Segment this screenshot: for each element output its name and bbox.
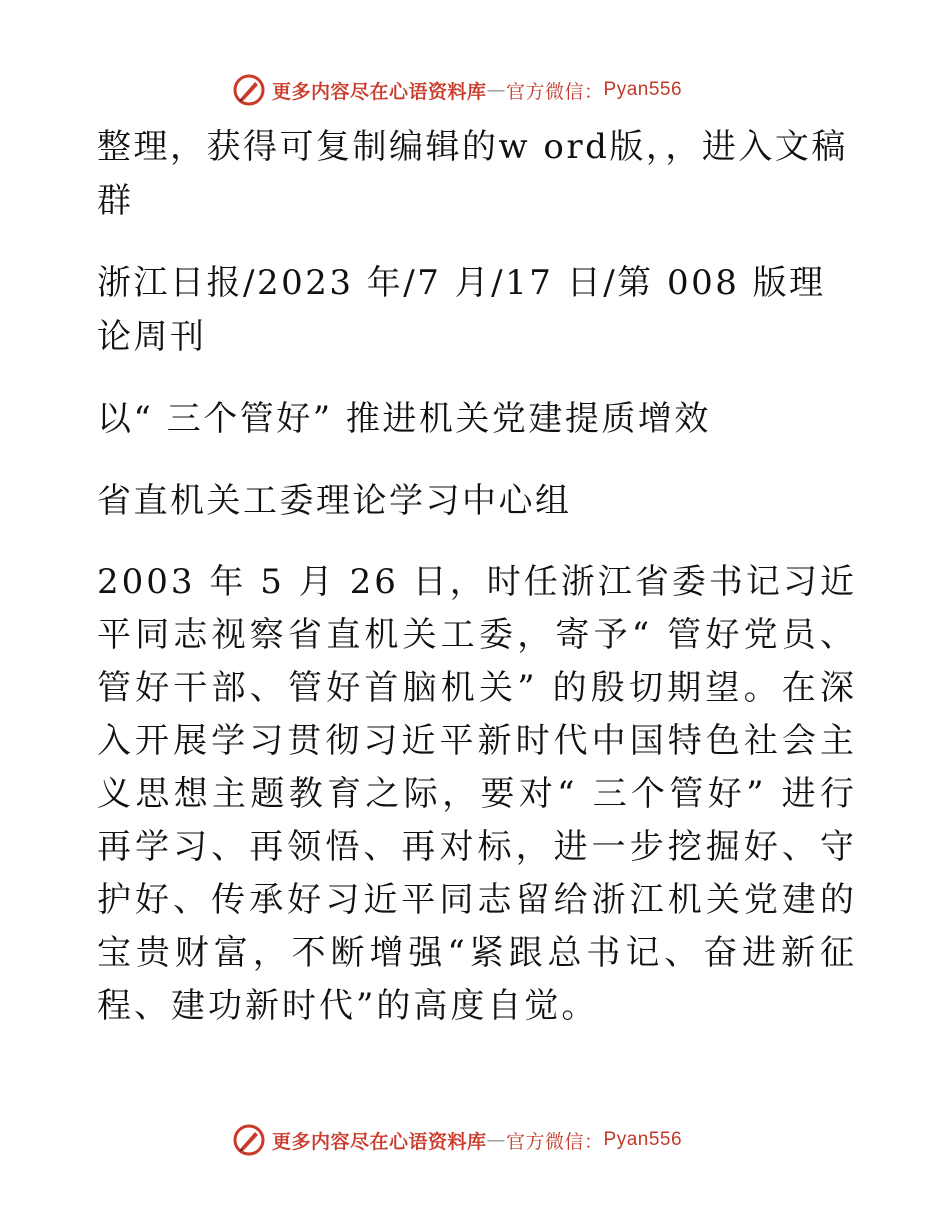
footer-dash: — (486, 1129, 507, 1151)
banner-wechat-id: Pyan556 (603, 79, 683, 100)
banner-main-text: 更多内容尽在心语资料库 (272, 80, 487, 103)
footer-wechat-id: Pyan556 (603, 1129, 683, 1150)
article-title: 以“ 三个管好” 推进机关党建提质增效 (97, 399, 711, 439)
intro-paragraph: 整理，获得可复制编辑的w ord版，，进入文稿群 (97, 127, 848, 221)
banner-wechat-label: 官方微信： (506, 80, 604, 103)
source-line: 浙江日报/2023 年/7 月/17 日/第 008 版理论周刊 (97, 263, 826, 357)
footer-main-text: 更多内容尽在心语资料库 (272, 1130, 487, 1153)
pen-circle-logo-icon (232, 1123, 266, 1157)
body-paragraph: 2003 年 5 月 26 日，时任浙江省委书记习近平同志视察省直机关工委，寄予“ 管好党员、管好干部、管好首脑机关” 的殷切期望。在深入开展学习贯彻习近平新时代中国特色社会主义思想主题教育之际，要对“ 三个管好” 进行再学习、再领悟、再对标，进一步挖掘好、守护好、传承好习近平同志留给浙江机关党建的宝贵财富，不断增强“紧跟总书记、奋进新征程、建功新时代”的高度自觉。 (97, 562, 857, 1026)
footer-banner (232, 1122, 682, 1158)
banner-dash: — (486, 79, 507, 101)
header-banner (232, 72, 682, 108)
pen-circle-logo-icon (232, 73, 266, 107)
footer-wechat-label: 官方微信： (506, 1130, 604, 1153)
document-content (97, 120, 857, 1061)
article-author: 省直机关工委理论学习中心组 (97, 481, 572, 521)
